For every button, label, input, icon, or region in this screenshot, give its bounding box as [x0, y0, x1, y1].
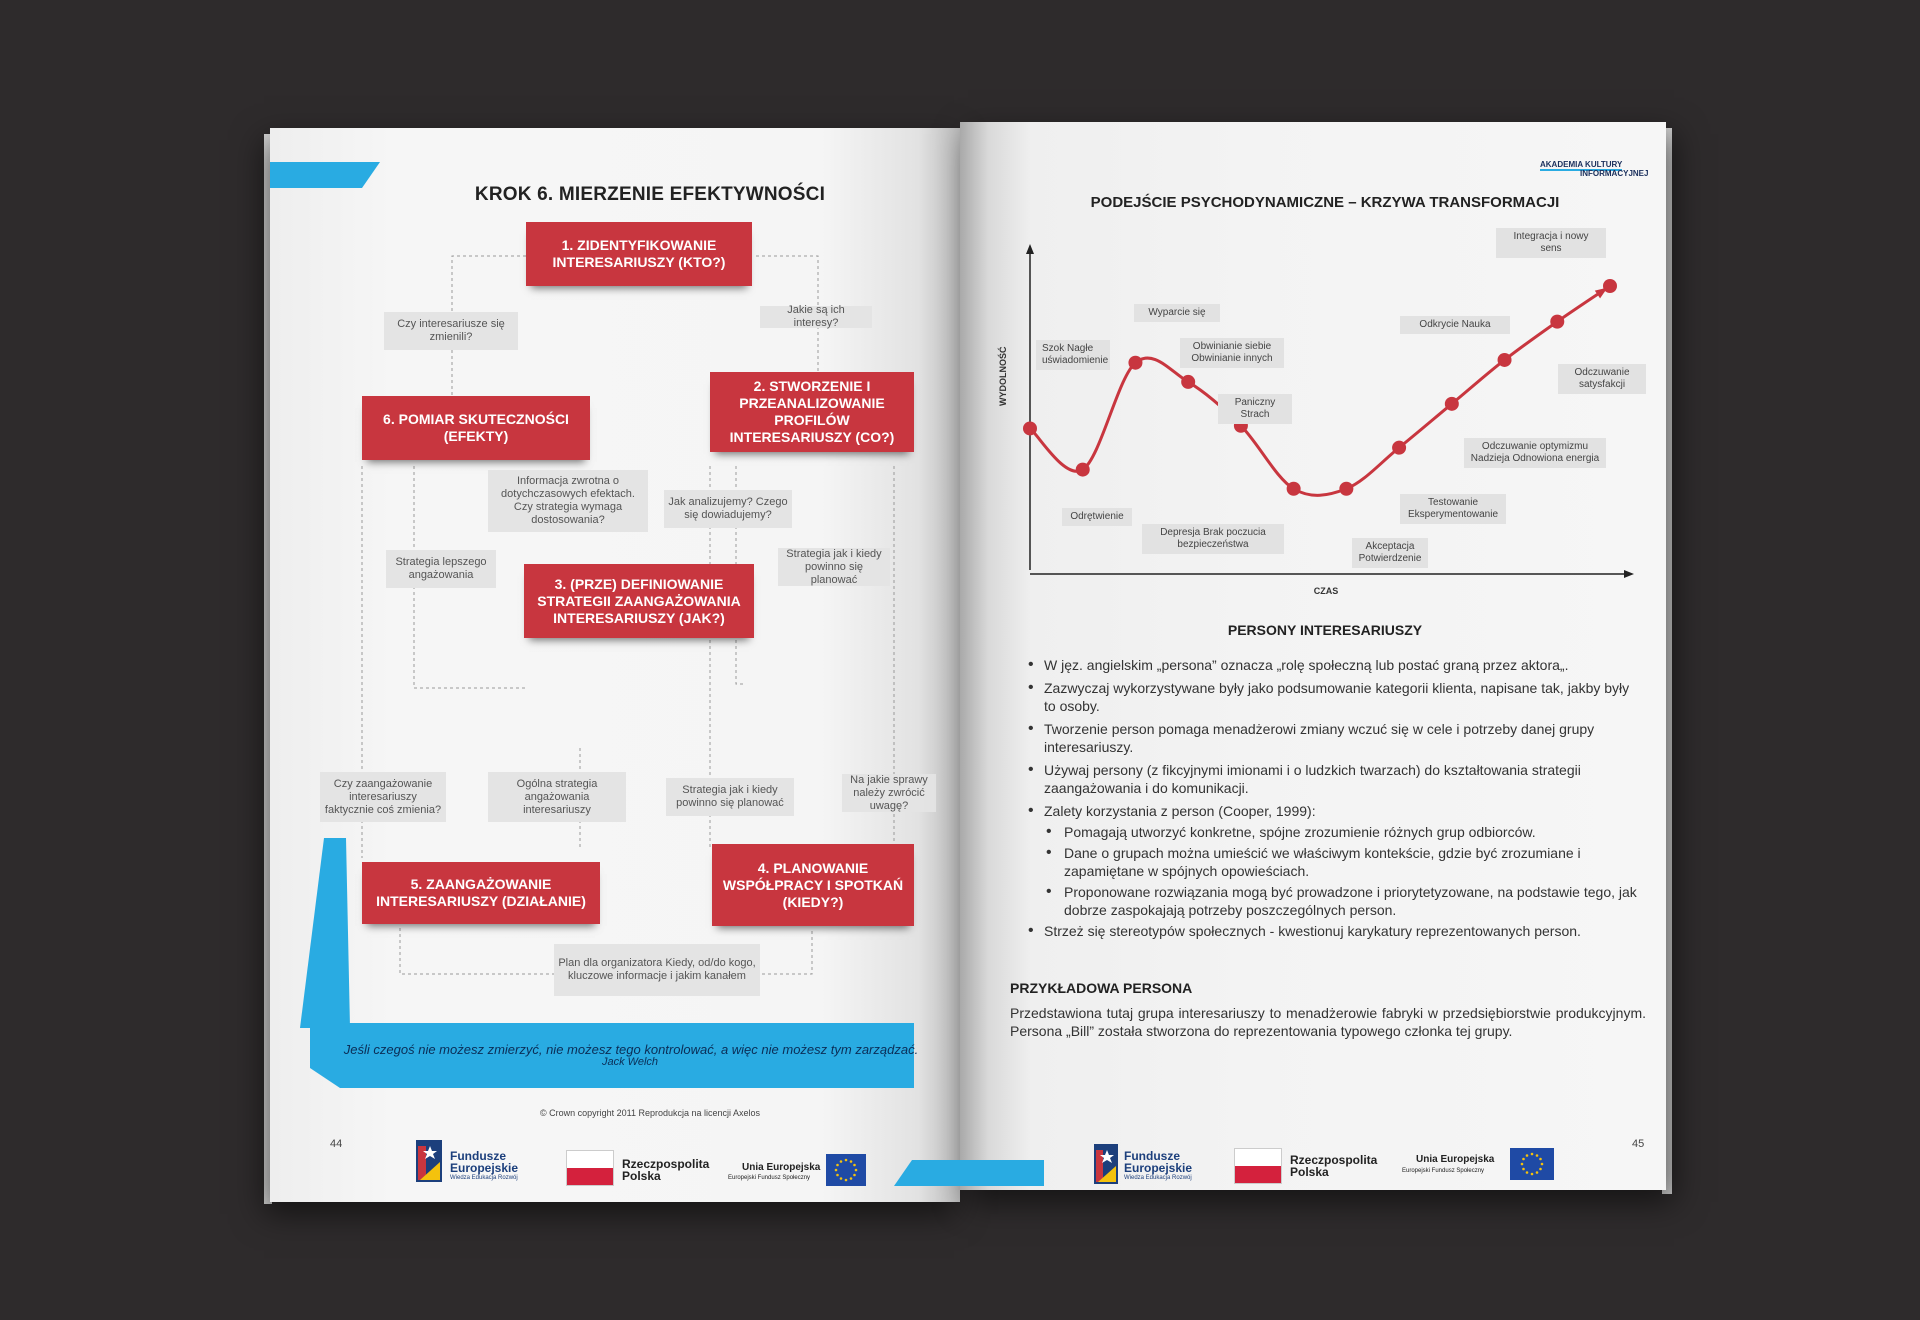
polish-flag-icon: [566, 1150, 614, 1186]
point-label-testing: Testowanie Eksperymentowanie: [1400, 494, 1506, 524]
point-label-integration: Integracja i nowy sens: [1496, 228, 1606, 258]
step-6-label: 6. POMIAR SKUTECZNOŚCI (EFEKTY): [383, 411, 569, 444]
point-label-discovery: Odkrycie Nauka: [1400, 316, 1510, 334]
fe-logo-icon: [416, 1140, 442, 1182]
curve-point-1: [1023, 421, 1037, 435]
bullet-item: • W jęz. angielskim „persona” oznacza „rolę społeczną lub postać graną przez aktora„.: [1024, 656, 1644, 674]
note-better-strategy: Strategia lepszego angażowania: [386, 550, 496, 588]
step-2-box: [710, 372, 914, 452]
bullet-item: • Zazwyczaj wykorzystywane były jako podsumowanie kategorii klienta, napisane tak, jakby były to osoby.: [1024, 679, 1644, 715]
note-plan-how-2: Strategia jak i kiedy powinno się planować: [666, 778, 794, 816]
note-really-changes: Czy zaangażowanie interesariuszy faktycznie coś zmienia?: [320, 772, 446, 822]
sub-bullet-item: • Dane o grupach można umieścić we właściwym kontekście, gdzie być zrozumiane i zapamiętane w spójnych opowieściach.: [1024, 844, 1644, 880]
fe-logo-line1: Fundusze: [450, 1149, 506, 1163]
note-organizer-plan: Plan dla organizatora Kiedy, od/do kogo, kluczowe informacje i jakim kanałem: [554, 944, 760, 996]
transformation-curve-chart: [1000, 230, 1660, 590]
curve-point-10: [1498, 353, 1512, 367]
left-page-number: 44: [330, 1138, 343, 1150]
step-5-label: 5. ZAANGAŻOWANIE INTERESARIUSZY (DZIAŁANIE): [376, 876, 586, 909]
point-label-satisfaction: Odczuwanie satysfakcji: [1558, 364, 1646, 394]
point-label-numbness: Odrętwienie: [1062, 508, 1132, 526]
ue-logo-line1: Unia Europejska: [742, 1162, 821, 1173]
step-3-box: [524, 564, 754, 638]
step-3-label: 3. (PRZE) DEFINIOWANIE STRATEGII ZAANGAŻOWANIA INTERESARIUSZY (JAK?): [537, 575, 741, 626]
rp-logo-line2-right: Polska: [1290, 1165, 1329, 1179]
quote-author: Jack Welch: [601, 1056, 659, 1068]
rp-logo-line1-right: Rzeczpospolita: [1290, 1153, 1378, 1167]
note-attention: Na jakie sprawy należy zwrócić uwagę?: [842, 774, 936, 812]
note-feedback: Informacja zwrotna o dotychczasowych efektach. Czy strategia wymaga dostosowania?: [488, 470, 648, 532]
point-label-blame: Obwinianie siebie Obwinianie innych: [1180, 338, 1284, 368]
step-4-box: [712, 844, 914, 926]
bullet-item: • Strzeż się stereotypów społecznych - kwestionuj karykatury reprezentowanych person.: [1024, 922, 1644, 940]
step-1-box: [526, 222, 752, 286]
brand-logo-line2: INFORMACYJNEJ: [1580, 169, 1649, 178]
point-label-denial: Wyparcie się: [1134, 304, 1220, 322]
step-5-box: [362, 862, 600, 924]
cyan-side-strip: [300, 838, 350, 1028]
persona-bullet-list: [1024, 656, 1644, 945]
curve-point-3: [1128, 356, 1142, 370]
chart-title: PODEJŚCIE PSYCHODYNAMICZNE – KRZYWA TRANSFORMACJI: [1090, 194, 1560, 211]
note-general-strategy: Ogólna strategia angażowania interesariuszy: [488, 772, 626, 822]
curve-point-11: [1550, 315, 1564, 329]
step-2-label: 2. STWORZENIE I PRZEANALIZOWANIE PROFILÓW INTERESARIUSZY (CO?): [729, 378, 895, 445]
curve-arrowhead: [1595, 288, 1608, 299]
bullet-item: • Używaj persony (z fikcyjnymi imionami i o ludzkich twarzach) do kształtowania strategii zaangażowania i do komunikacji.: [1024, 761, 1644, 797]
note-plan-how-1: Strategia jak i kiedy powinno się planować: [778, 548, 890, 586]
curve-point-7: [1339, 482, 1353, 496]
fe-logo-sub: Wiedza Edukacja Rozwój: [450, 1175, 518, 1181]
example-title: PRZYKŁADOWA PERSONA: [1010, 980, 1193, 996]
curve-point-9: [1445, 397, 1459, 411]
point-label-panic: Paniczny Strach: [1218, 394, 1292, 424]
step-4-label: 4. PLANOWANIE WSPÓŁPRACY I SPOTKAŃ (KIEDY?): [722, 859, 904, 910]
rp-logo-line2: Polska: [622, 1169, 661, 1183]
sub-bullet-item: • Pomagają utworzyć konkretne, spójne zrozumienie różnych grup odbiorców.: [1024, 823, 1644, 841]
rp-logo-line1: Rzeczpospolita: [622, 1157, 710, 1171]
bullet-item: • Tworzenie person pomaga menadżerowi zmiany wczuć się w cele i potrzeby danej grupy interesariuszy.: [1024, 720, 1644, 756]
step-1-label: 1. ZIDENTYFIKOWANIE INTERESARIUSZY (KTO?): [552, 237, 726, 270]
ue-logo-line1-right: Unia Europejska: [1416, 1154, 1495, 1165]
brand-logo-line1: AKADEMIA KULTURY: [1540, 160, 1623, 169]
copyright-note: © Crown copyright 2011 Reprodukcja na licencji Axelos: [539, 1108, 761, 1118]
curve-point-2: [1076, 463, 1090, 477]
example-text: Przedstawiona tutaj grupa interesariuszy to menadżerowie fabryki w przedsiębiorstwie produkcyjnym. Persona „Bill” została stworzona do reprezentowania typowego członka tej grupy.: [1010, 1005, 1646, 1039]
fe-logo-icon-right: [1094, 1144, 1118, 1184]
ue-logo-sub: Europejski Fundusz Społeczny: [728, 1175, 811, 1181]
quote-text: Jeśli czegoś nie możesz zmierzyć, nie możesz tego kontrolować, a więc nie możesz tym zarządzać.: [343, 1042, 919, 1057]
ue-logo-sub-right: Europejski Fundusz Społeczny: [1402, 1168, 1485, 1174]
top-cyan-tab: [270, 162, 380, 188]
chart-y-label: WYDOLNOŚĆ: [998, 346, 1008, 406]
note-analyze: Jak analizujemy? Czego się dowiadujemy?: [664, 490, 792, 528]
chart-x-label: CZAS: [1313, 586, 1339, 596]
eu-flag-icon: [826, 1154, 866, 1186]
fe-logo-line1-right: Fundusze: [1124, 1149, 1180, 1163]
chart-axes: [1026, 244, 1634, 578]
sub-bullet-item: • Proponowane rozwiązania mogą być prowadzone i priorytetyzowane, na podstawie tego, jak dobrze zaspokajają potrzeby poszczególnych person.: [1024, 883, 1644, 919]
left-page-graphics: [270, 128, 960, 1202]
note-interests: Jakie są ich interesy?: [760, 306, 872, 328]
eu-flag-icon-right: [1510, 1148, 1554, 1180]
section-title: PERSONY INTERESARIUSZY: [1227, 622, 1423, 638]
note-changed: Czy interesariusze się zmienili?: [384, 312, 518, 350]
point-label-acceptance: Akceptacja Potwierdzenie: [1352, 538, 1428, 568]
fe-logo-sub-right: Wiedza Edukacja Rozwój: [1124, 1175, 1192, 1181]
left-page-title: KROK 6. MIERZENIE EFEKTYWNOŚCI: [474, 184, 826, 205]
step-6-box: [362, 396, 590, 460]
point-label-depression: Depresja Brak poczucia bezpieczeństwa: [1142, 524, 1284, 554]
fe-logo-line2-right: Europejskie: [1124, 1161, 1193, 1175]
polish-flag-icon-right: [1234, 1148, 1282, 1184]
point-label-shock: Szok Nagłe uświadomienie: [1036, 340, 1110, 370]
curve-point-6: [1287, 482, 1301, 496]
curve-point-4: [1181, 375, 1195, 389]
fe-logo-line2: Europejskie: [450, 1161, 519, 1175]
bullet-item: • Zalety korzystania z person (Cooper, 1999):: [1024, 802, 1644, 820]
point-label-optimism: Odczuwanie optymizmu Nadzieja Odnowiona energia: [1464, 438, 1606, 468]
right-page-number: 45: [1632, 1138, 1645, 1150]
curve-point-8: [1392, 441, 1406, 455]
bottom-cyan-tab: [894, 1156, 1044, 1186]
